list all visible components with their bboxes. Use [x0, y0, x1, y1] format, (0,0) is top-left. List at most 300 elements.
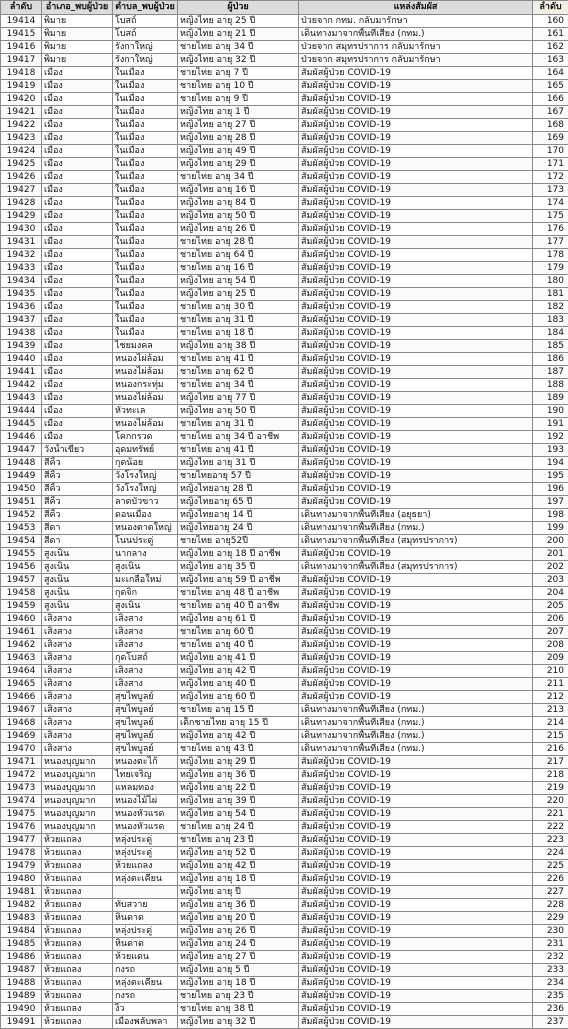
- cell-case-no: 19431: [1, 236, 42, 249]
- cell-district: หนองบุญมาก: [42, 821, 113, 834]
- table-row: [1, 691, 568, 704]
- cell-seq: 182: [533, 301, 568, 314]
- table-row: [1, 15, 568, 28]
- cell-seq: 201: [533, 548, 568, 561]
- table-row: [1, 509, 568, 522]
- cell-seq: 234: [533, 977, 568, 990]
- cell-source: สัมผัสผู้ป่วย COVID-19: [299, 67, 533, 80]
- cell-district: ห้วยแถลง: [42, 847, 113, 860]
- cell-district: เมือง: [42, 353, 113, 366]
- cell-source: สัมผัสผู้ป่วย COVID-19: [299, 834, 533, 847]
- cell-seq: 220: [533, 795, 568, 808]
- cell-subdistrict: ไชยมงคล: [113, 340, 178, 353]
- table-row: [1, 236, 568, 249]
- cell-source: สัมผัสผู้ป่วย COVID-19: [299, 665, 533, 678]
- cell-subdistrict: งิ้ว: [113, 1003, 178, 1016]
- cell-case-no: 19417: [1, 54, 42, 67]
- cell-district: สูงเนิน: [42, 548, 113, 561]
- cell-district: เมือง: [42, 431, 113, 444]
- cell-patient: ชายไทย อายุ 18 ปี: [178, 327, 299, 340]
- cell-patient: ชายไทย อายุ 23 ปี: [178, 834, 299, 847]
- cell-seq: 167: [533, 106, 568, 119]
- cell-district: เสิงสาง: [42, 717, 113, 730]
- cell-district: ห้วยแถลง: [42, 925, 113, 938]
- cell-seq: 178: [533, 249, 568, 262]
- cell-subdistrict: หนองไผ่ล้อม: [113, 366, 178, 379]
- cell-case-no: 19485: [1, 938, 42, 951]
- cell-subdistrict: เสิงสาง: [113, 613, 178, 626]
- cell-patient: หญิงไทย อายุ 38 ปี: [178, 340, 299, 353]
- cell-subdistrict: ในเมือง: [113, 106, 178, 119]
- cell-patient: หญิงไทย อายุ 54 ปี: [178, 808, 299, 821]
- cell-district: เสิงสาง: [42, 639, 113, 652]
- cell-case-no: 19465: [1, 678, 42, 691]
- table-row: [1, 288, 568, 301]
- cell-district: เมือง: [42, 366, 113, 379]
- cell-case-no: 19455: [1, 548, 42, 561]
- cell-source: ป่วยจาก กทม. กลับมารักษา: [299, 15, 533, 28]
- cell-subdistrict: เสิงสาง: [113, 639, 178, 652]
- cell-subdistrict: เสิงสาง: [113, 665, 178, 678]
- cell-case-no: 19444: [1, 405, 42, 418]
- table-row: [1, 717, 568, 730]
- cell-subdistrict: ในเมือง: [113, 119, 178, 132]
- cell-patient: หญิงไทย อายุ 28 ปี: [178, 132, 299, 145]
- header-case-no: ลำดับ: [1, 1, 42, 15]
- cell-case-no: 19488: [1, 977, 42, 990]
- table-row: [1, 301, 568, 314]
- cell-seq: 232: [533, 951, 568, 964]
- cell-source: สัมผัสผู้ป่วย COVID-19: [299, 158, 533, 171]
- cell-case-no: 19474: [1, 795, 42, 808]
- cell-source: สัมผัสผู้ป่วย COVID-19: [299, 327, 533, 340]
- cell-district: หนองบุญมาก: [42, 795, 113, 808]
- cell-patient: หญิงไทย อายุ 32 ปี: [178, 1016, 299, 1029]
- cell-subdistrict: ในเมือง: [113, 223, 178, 236]
- cell-patient: ชายไทย อายุ 7 ปี: [178, 67, 299, 80]
- cell-source: สัมผัสผู้ป่วย COVID-19: [299, 1016, 533, 1029]
- cell-seq: 208: [533, 639, 568, 652]
- cell-source: เดินทางมาจากพื้นที่เสี่ยง (กทม.): [299, 28, 533, 41]
- cell-case-no: 19466: [1, 691, 42, 704]
- cell-source: สัมผัสผู้ป่วย COVID-19: [299, 951, 533, 964]
- cell-subdistrict: ในเมือง: [113, 262, 178, 275]
- cell-case-no: 19475: [1, 808, 42, 821]
- cell-patient: หญิงไทย อายุ 18 ปี: [178, 873, 299, 886]
- cell-case-no: 19480: [1, 873, 42, 886]
- cell-subdistrict: หินดาด: [113, 938, 178, 951]
- cell-seq: 194: [533, 457, 568, 470]
- cell-case-no: 19441: [1, 366, 42, 379]
- table-row: [1, 379, 568, 392]
- cell-patient: หญิงไทยอายุ 65 ปี: [178, 496, 299, 509]
- table-row: [1, 665, 568, 678]
- cell-district: เมือง: [42, 223, 113, 236]
- cell-subdistrict: หนองกระทุ่ม: [113, 379, 178, 392]
- cell-case-no: 19469: [1, 730, 42, 743]
- cell-subdistrict: โบสถ์: [113, 28, 178, 41]
- table-row: [1, 860, 568, 873]
- cell-case-no: 19452: [1, 509, 42, 522]
- cell-patient: หญิงไทย อายุ 24 ปี: [178, 938, 299, 951]
- table-row: [1, 249, 568, 262]
- cell-seq: 179: [533, 262, 568, 275]
- cell-district: เมือง: [42, 210, 113, 223]
- table-row: [1, 28, 568, 41]
- table-row: [1, 67, 568, 80]
- cell-district: พิมาย: [42, 41, 113, 54]
- cell-subdistrict: โนนประดู่: [113, 535, 178, 548]
- cell-subdistrict: ในเมือง: [113, 132, 178, 145]
- table-row: [1, 522, 568, 535]
- cell-district: เสิงสาง: [42, 665, 113, 678]
- cell-source: สัมผัสผู้ป่วย COVID-19: [299, 847, 533, 860]
- table-row: [1, 93, 568, 106]
- cell-district: พิมาย: [42, 28, 113, 41]
- cell-subdistrict: รังกาใหญ่: [113, 41, 178, 54]
- cell-district: วังน้ำเขียว: [42, 444, 113, 457]
- table-row: [1, 782, 568, 795]
- table-row: [1, 912, 568, 925]
- cell-source: สัมผัสผู้ป่วย COVID-19: [299, 210, 533, 223]
- cell-patient: หญิงไทย อายุ 49 ปี: [178, 145, 299, 158]
- cell-source: สัมผัสผู้ป่วย COVID-19: [299, 262, 533, 275]
- cell-district: ห้วยแถลง: [42, 912, 113, 925]
- cell-case-no: 19437: [1, 314, 42, 327]
- cell-case-no: 19489: [1, 990, 42, 1003]
- cell-subdistrict: รังกาใหญ่: [113, 54, 178, 67]
- table-row: [1, 106, 568, 119]
- cell-subdistrict: หนองตาดใหญ่: [113, 522, 178, 535]
- cell-patient: หญิงไทย อายุ 29 ปี: [178, 158, 299, 171]
- cell-seq: 225: [533, 860, 568, 873]
- cell-district: ห้วยแถลง: [42, 951, 113, 964]
- cell-patient: หญิงไทย อายุ 5 ปี: [178, 964, 299, 977]
- cell-seq: 236: [533, 1003, 568, 1016]
- cell-district: ห้วยแถลง: [42, 873, 113, 886]
- cell-subdistrict: ในเมือง: [113, 158, 178, 171]
- cell-district: ห้วยแถลง: [42, 899, 113, 912]
- cell-case-no: 19415: [1, 28, 42, 41]
- table-row: [1, 587, 568, 600]
- cell-seq: 173: [533, 184, 568, 197]
- cell-patient: หญิงไทย อายุ 27 ปี: [178, 951, 299, 964]
- cell-source: สัมผัสผู้ป่วย COVID-19: [299, 223, 533, 236]
- cell-case-no: 19440: [1, 353, 42, 366]
- cell-patient: ชายไทย อายุ 62 ปี: [178, 366, 299, 379]
- cell-source: สัมผัสผู้ป่วย COVID-19: [299, 444, 533, 457]
- cell-case-no: 19433: [1, 262, 42, 275]
- cell-source: สัมผัสผู้ป่วย COVID-19: [299, 431, 533, 444]
- cell-case-no: 19456: [1, 561, 42, 574]
- table-row: [1, 184, 568, 197]
- cell-seq: 191: [533, 418, 568, 431]
- cell-subdistrict: หนองไม้ไผ่: [113, 795, 178, 808]
- cell-source: สัมผัสผู้ป่วย COVID-19: [299, 106, 533, 119]
- table-row: [1, 444, 568, 457]
- cell-subdistrict: ในเมือง: [113, 171, 178, 184]
- cell-case-no: 19438: [1, 327, 42, 340]
- cell-district: พิมาย: [42, 15, 113, 28]
- cell-district: ห้วยแถลง: [42, 977, 113, 990]
- cell-source: สัมผัสผู้ป่วย COVID-19: [299, 821, 533, 834]
- cell-patient: หญิงไทย อายุ 26 ปี: [178, 925, 299, 938]
- table-row: [1, 626, 568, 639]
- cell-seq: 188: [533, 379, 568, 392]
- cell-case-no: 19462: [1, 639, 42, 652]
- cell-seq: 168: [533, 119, 568, 132]
- cell-source: สัมผัสผู้ป่วย COVID-19: [299, 132, 533, 145]
- cell-source: ป่วยจาก สมุทรปราการ กลับมารักษา: [299, 54, 533, 67]
- cell-district: เสิงสาง: [42, 613, 113, 626]
- cell-case-no: 19432: [1, 249, 42, 262]
- cell-subdistrict: หลุ่งตะเคียน: [113, 873, 178, 886]
- cell-source: สัมผัสผู้ป่วย COVID-19: [299, 769, 533, 782]
- cell-subdistrict: ในเมือง: [113, 249, 178, 262]
- cell-seq: 174: [533, 197, 568, 210]
- cell-patient: ชายไทย อายุ 41 ปี: [178, 353, 299, 366]
- cell-subdistrict: หนองหัวแรด: [113, 808, 178, 821]
- cell-source: สัมผัสผู้ป่วย COVID-19: [299, 275, 533, 288]
- cell-subdistrict: แหลมทอง: [113, 782, 178, 795]
- cell-source: สัมผัสผู้ป่วย COVID-19: [299, 483, 533, 496]
- table-row: [1, 392, 568, 405]
- cell-seq: 209: [533, 652, 568, 665]
- cell-patient: ชายไทย อายุ 10 ปี: [178, 80, 299, 93]
- cell-patient: ชายไทย อายุ 43 ปี: [178, 743, 299, 756]
- cell-subdistrict: ในเมือง: [113, 275, 178, 288]
- cell-case-no: 19457: [1, 574, 42, 587]
- cell-case-no: 19430: [1, 223, 42, 236]
- cell-patient: หญิงไทย อายุ 29 ปี: [178, 756, 299, 769]
- cell-seq: 190: [533, 405, 568, 418]
- cell-subdistrict: นากลาง: [113, 548, 178, 561]
- cell-patient: ชายไทย อายุ 34 ปี: [178, 171, 299, 184]
- cell-patient: หญิงไทย อายุ 60 ปี: [178, 691, 299, 704]
- cell-subdistrict: ห้วยแดน: [113, 951, 178, 964]
- cell-patient: หญิงไทย อายุ 40 ปี: [178, 678, 299, 691]
- table-row: [1, 756, 568, 769]
- cell-case-no: 19446: [1, 431, 42, 444]
- cell-source: สัมผัสผู้ป่วย COVID-19: [299, 288, 533, 301]
- cell-district: เมือง: [42, 197, 113, 210]
- cell-district: เมือง: [42, 262, 113, 275]
- cell-source: สัมผัสผู้ป่วย COVID-19: [299, 886, 533, 899]
- cell-subdistrict: สุขไพบูลย์: [113, 691, 178, 704]
- cell-district: ห้วยแถลง: [42, 938, 113, 951]
- table-row: [1, 41, 568, 54]
- cell-source: สัมผัสผู้ป่วย COVID-19: [299, 808, 533, 821]
- cell-seq: 197: [533, 496, 568, 509]
- cell-patient: ชายไทย อายุ 60 ปี: [178, 626, 299, 639]
- cell-patient: หญิงไทย อายุ ปี: [178, 886, 299, 899]
- cell-subdistrict: โคกกรวด: [113, 431, 178, 444]
- cell-seq: 215: [533, 730, 568, 743]
- cell-source: สัมผัสผู้ป่วย COVID-19: [299, 899, 533, 912]
- cell-patient: หญิงไทย อายุ 42 ปี: [178, 730, 299, 743]
- cell-source: สัมผัสผู้ป่วย COVID-19: [299, 912, 533, 925]
- cell-seq: 186: [533, 353, 568, 366]
- cell-subdistrict: กงรถ: [113, 964, 178, 977]
- cell-patient: ชายไทย อายุ 34 ปี: [178, 379, 299, 392]
- cell-subdistrict: ในเมือง: [113, 80, 178, 93]
- cell-source: สัมผัสผู้ป่วย COVID-19: [299, 626, 533, 639]
- cell-subdistrict: วังโรงใหญ่: [113, 470, 178, 483]
- cell-district: หนองบุญมาก: [42, 808, 113, 821]
- table-row: [1, 678, 568, 691]
- cell-seq: 185: [533, 340, 568, 353]
- table-row: [1, 132, 568, 145]
- cell-patient: หญิงไทย อายุ 20 ปี: [178, 912, 299, 925]
- cell-district: เมือง: [42, 379, 113, 392]
- cell-source: เดินทางมาจากพื้นที่เสี่ยง (อยุธยา): [299, 509, 533, 522]
- cell-case-no: 19450: [1, 483, 42, 496]
- cell-district: เมือง: [42, 249, 113, 262]
- cell-district: สีดา: [42, 535, 113, 548]
- cell-district: หนองบุญมาก: [42, 769, 113, 782]
- cell-subdistrict: กุดจิก: [113, 587, 178, 600]
- cell-case-no: 19473: [1, 782, 42, 795]
- cell-district: เมือง: [42, 171, 113, 184]
- cell-seq: 207: [533, 626, 568, 639]
- cell-patient: หญิงไทย อายุ 41 ปี: [178, 652, 299, 665]
- table-row: [1, 54, 568, 67]
- cell-case-no: 19481: [1, 886, 42, 899]
- cell-source: เดินทางมาจากพื้นที่เสี่ยง (กทม.): [299, 522, 533, 535]
- cell-seq: 228: [533, 899, 568, 912]
- cell-case-no: 19476: [1, 821, 42, 834]
- cell-district: เมือง: [42, 327, 113, 340]
- cell-patient: หญิงไทย อายุ 21 ปี: [178, 28, 299, 41]
- cell-source: สัมผัสผู้ป่วย COVID-19: [299, 1003, 533, 1016]
- cell-seq: 227: [533, 886, 568, 899]
- cell-case-no: 19460: [1, 613, 42, 626]
- cell-district: เมือง: [42, 132, 113, 145]
- cell-case-no: 19424: [1, 145, 42, 158]
- cell-subdistrict: อุดมทรัพย์: [113, 444, 178, 457]
- table-row: [1, 145, 568, 158]
- cell-subdistrict: หนองไผ่ล้อม: [113, 418, 178, 431]
- cell-source: สัมผัสผู้ป่วย COVID-19: [299, 925, 533, 938]
- table-row: [1, 561, 568, 574]
- table-row: [1, 119, 568, 132]
- cell-subdistrict: ในเมือง: [113, 327, 178, 340]
- table-row: [1, 1016, 568, 1029]
- cell-case-no: 19472: [1, 769, 42, 782]
- cell-district: เมือง: [42, 67, 113, 80]
- cell-source: สัมผัสผู้ป่วย COVID-19: [299, 301, 533, 314]
- cell-seq: 212: [533, 691, 568, 704]
- table-header: [1, 1, 568, 15]
- cell-patient: หญิงไทย อายุ 54 ปี: [178, 275, 299, 288]
- table-row: [1, 405, 568, 418]
- table-row: [1, 847, 568, 860]
- cell-patient: ชายไทย อายุ 41 ปี: [178, 444, 299, 457]
- cell-seq: 222: [533, 821, 568, 834]
- cell-district: ห้วยแถลง: [42, 834, 113, 847]
- cell-patient: ชายไทย อายุ 38 ปี: [178, 1003, 299, 1016]
- cell-seq: 219: [533, 782, 568, 795]
- table-row: [1, 366, 568, 379]
- cell-district: สูงเนิน: [42, 600, 113, 613]
- cell-district: เมือง: [42, 314, 113, 327]
- cell-source: สัมผัสผู้ป่วย COVID-19: [299, 184, 533, 197]
- cell-source: สัมผัสผู้ป่วย COVID-19: [299, 977, 533, 990]
- table-row: [1, 457, 568, 470]
- cell-source: สัมผัสผู้ป่วย COVID-19: [299, 93, 533, 106]
- table-row: [1, 340, 568, 353]
- cell-seq: 172: [533, 171, 568, 184]
- cell-source: เดินทางมาจากพื้นที่เสี่ยง (กทม.): [299, 743, 533, 756]
- cell-subdistrict: ในเมือง: [113, 210, 178, 223]
- cell-case-no: 19425: [1, 158, 42, 171]
- table-row: [1, 730, 568, 743]
- cell-district: เสิงสาง: [42, 652, 113, 665]
- cell-seq: 210: [533, 665, 568, 678]
- cell-patient: หญิงไทย อายุ 1 ปี: [178, 106, 299, 119]
- cell-patient: หญิงไทย อายุ 35 ปี: [178, 561, 299, 574]
- cell-patient: หญิงไทย อายุ 59 ปี อาชีพ: [178, 574, 299, 587]
- cell-subdistrict: ดอนเมือง: [113, 509, 178, 522]
- cell-seq: 230: [533, 925, 568, 938]
- cell-seq: 226: [533, 873, 568, 886]
- cell-case-no: 19419: [1, 80, 42, 93]
- cell-subdistrict: ในเมือง: [113, 314, 178, 327]
- table-row: [1, 483, 568, 496]
- cell-source: สัมผัสผู้ป่วย COVID-19: [299, 964, 533, 977]
- table-row: [1, 925, 568, 938]
- cell-case-no: 19478: [1, 847, 42, 860]
- cell-patient: ชายไทย อายุ 40 ปี อาชีพ: [178, 600, 299, 613]
- cell-district: เมือง: [42, 405, 113, 418]
- cell-district: เมือง: [42, 106, 113, 119]
- cell-patient: หญิงไทย อายุ 77 ปี: [178, 392, 299, 405]
- cell-source: เดินทางมาจากพื้นที่เสี่ยง (กทม.): [299, 730, 533, 743]
- cell-seq: 231: [533, 938, 568, 951]
- cell-case-no: 19471: [1, 756, 42, 769]
- cell-patient: หญิงไทย อายุ 36 ปี: [178, 899, 299, 912]
- cell-case-no: 19486: [1, 951, 42, 964]
- cell-district: เมือง: [42, 145, 113, 158]
- table-row: [1, 418, 568, 431]
- cell-source: สัมผัสผู้ป่วย COVID-19: [299, 873, 533, 886]
- cell-patient: หญิงไทย อายุ 31 ปี: [178, 457, 299, 470]
- table-row: [1, 470, 568, 483]
- cell-subdistrict: สุขไพบูลย์: [113, 704, 178, 717]
- cell-subdistrict: ในเมือง: [113, 236, 178, 249]
- cell-subdistrict: หนองตะไก้: [113, 756, 178, 769]
- cell-case-no: 19428: [1, 197, 42, 210]
- cell-seq: 176: [533, 223, 568, 236]
- cell-case-no: 19416: [1, 41, 42, 54]
- cell-district: ห้วยแถลง: [42, 1016, 113, 1029]
- cell-case-no: 19439: [1, 340, 42, 353]
- cell-source: เดินทางมาจากพื้นที่เสี่ยง (สมุทรปราการ): [299, 561, 533, 574]
- cell-seq: 166: [533, 93, 568, 106]
- table-row: [1, 262, 568, 275]
- table-row: [1, 795, 568, 808]
- cell-subdistrict: ในเมือง: [113, 67, 178, 80]
- cell-district: เมือง: [42, 184, 113, 197]
- cell-case-no: 19458: [1, 587, 42, 600]
- cell-district: ห้วยแถลง: [42, 990, 113, 1003]
- table-row: [1, 821, 568, 834]
- table-row: [1, 353, 568, 366]
- cell-subdistrict: สูงเนิน: [113, 600, 178, 613]
- cell-case-no: 19427: [1, 184, 42, 197]
- cell-case-no: 19434: [1, 275, 42, 288]
- cell-seq: 170: [533, 145, 568, 158]
